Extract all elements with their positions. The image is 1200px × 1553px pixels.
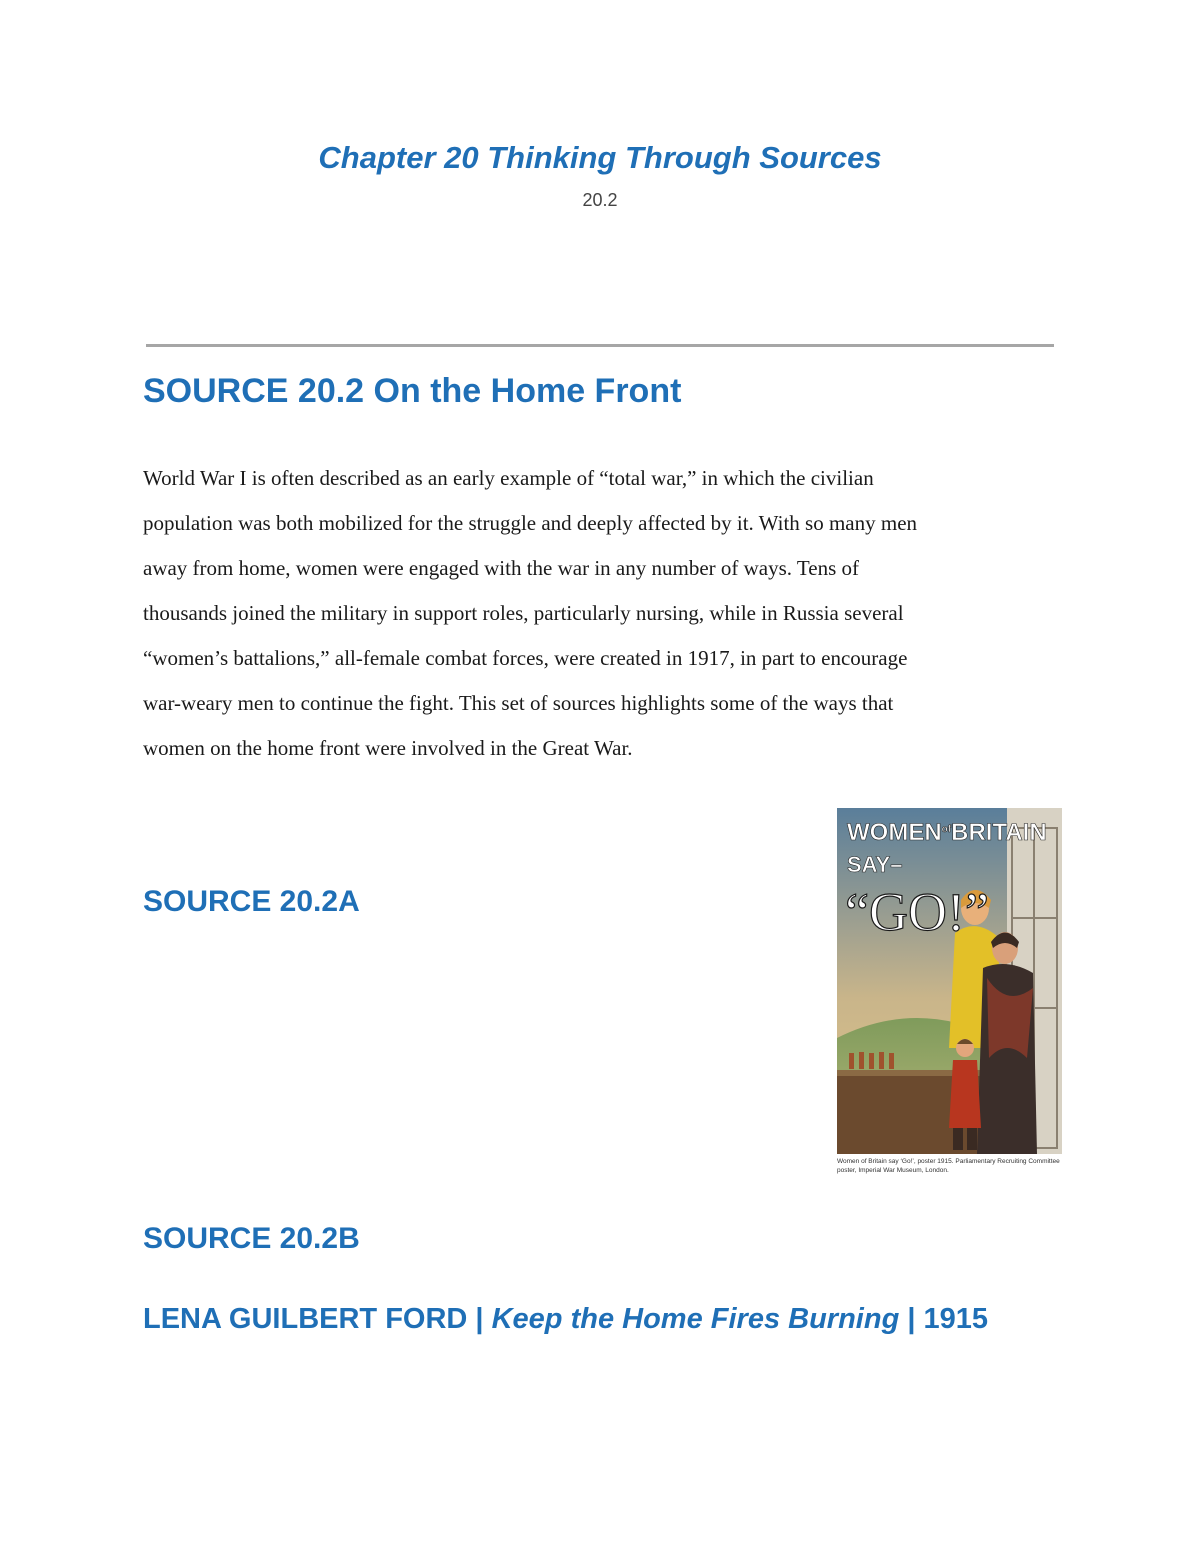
poster-caption: Women of Britain say ‘Go!’, poster 1915. Parliamentary Recruiting Committee poster, Imperial War Museum, London. (837, 1158, 1060, 1174)
poster-line1-britain: BRITAIN (951, 819, 1047, 846)
source-a-heading: SOURCE 20.2A (143, 885, 360, 918)
intro-paragraph (143, 456, 1058, 771)
citation-separator: | (907, 1303, 916, 1335)
document-subtitle: 20.2 (582, 190, 618, 210)
poster-line1-of: of (941, 824, 952, 835)
intro-line: “women’s battalions,” all-female combat forces, were created in 1917, in part to encourage (143, 646, 908, 670)
poster-line3: “GO!” (845, 882, 989, 942)
section-heading: SOURCE 20.2 On the Home Front (143, 372, 682, 410)
source-b-year: 1915 (923, 1303, 989, 1335)
recruitment-poster-image (837, 808, 1062, 1154)
poster-line2: SAY– (847, 852, 903, 877)
source-b-citation (143, 1303, 988, 1336)
intro-line: population was both mobilized for the struggle and deeply affected by it. With so many men (143, 511, 918, 535)
source-b-work-title: Keep the Home Fires Burning (491, 1303, 900, 1335)
source-b-heading: SOURCE 20.2B (143, 1222, 360, 1255)
intro-line: women on the home front were involved in the Great War. (143, 736, 633, 760)
document-title: Chapter 20 Thinking Through Sources (318, 140, 882, 175)
intro-line: World War I is often described as an early example of “total war,” in which the civilian (143, 466, 874, 490)
horizontal-divider (146, 344, 1054, 347)
intro-line: away from home, women were engaged with the war in any number of ways. Tens of (143, 556, 860, 580)
citation-separator: | (475, 1303, 484, 1335)
intro-line: thousands joined the military in support roles, particularly nursing, while in Russia several (143, 601, 904, 625)
source-b-author: LENA GUILBERT FORD (143, 1303, 468, 1335)
intro-line: war-weary men to continue the fight. This set of sources highlights some of the ways that (143, 691, 894, 715)
poster-line1-women: WOMEN (847, 819, 942, 846)
